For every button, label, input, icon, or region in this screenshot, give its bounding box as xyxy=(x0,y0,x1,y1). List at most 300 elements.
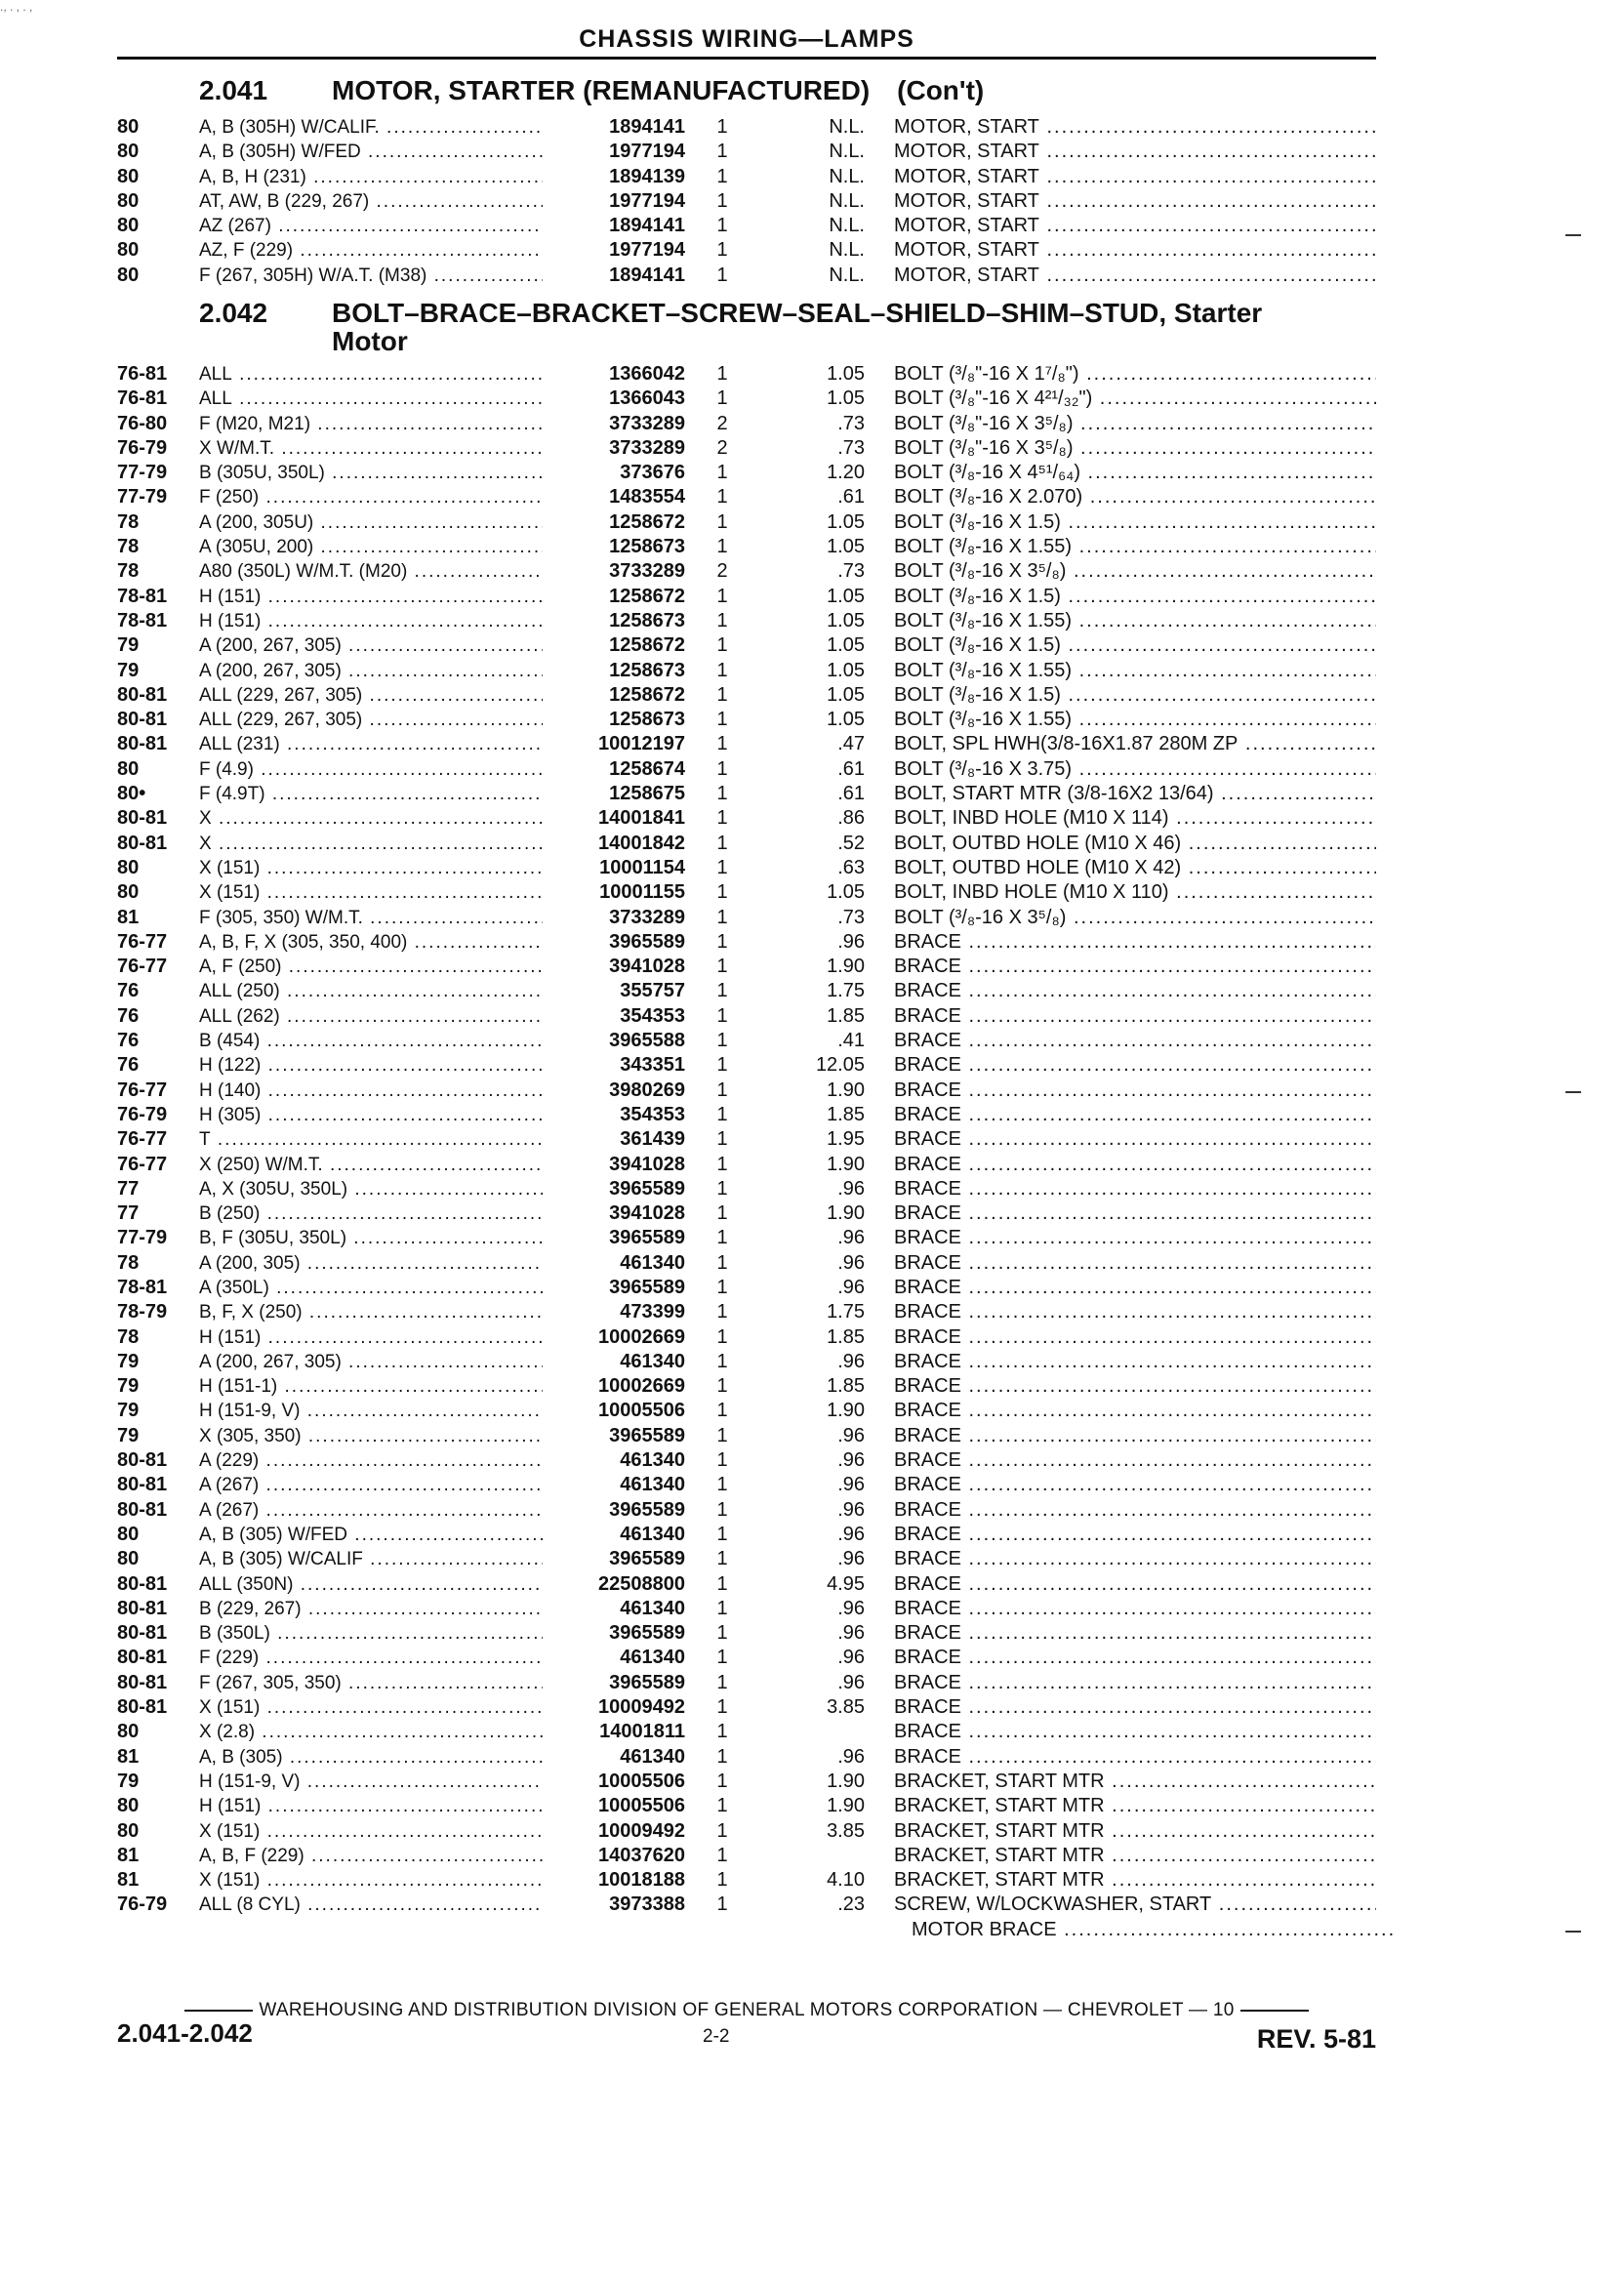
row-price: .96 xyxy=(837,1498,865,1521)
row-quantity: 1 xyxy=(716,536,728,558)
row-description: BRACE ..... xyxy=(894,1695,1376,1720)
table-row xyxy=(0,1399,1624,1423)
table-row xyxy=(0,1448,1624,1473)
row-description: BOLT (³/₈"-16 X 4²¹/₃₂") ..... xyxy=(894,387,1376,411)
row-description: MOTOR, START ..... xyxy=(894,115,1376,140)
row-quantity: 1 xyxy=(716,215,728,237)
row-price: .86 xyxy=(837,807,865,830)
row-description: BRACE ..... xyxy=(894,1127,1376,1152)
table-row xyxy=(0,387,1624,411)
row-price: .96 xyxy=(837,1350,865,1372)
row-application: A (200, 267, 305) ..... xyxy=(199,633,543,658)
table-row xyxy=(0,362,1624,387)
row-application: B (350L) ..... xyxy=(199,1621,543,1646)
row-quantity: 1 xyxy=(716,1030,728,1052)
row-year: 80-81 xyxy=(117,1671,168,1693)
row-quantity: 1 xyxy=(716,832,728,854)
row-price: 1.05 xyxy=(827,536,865,558)
row-year: 76-79 xyxy=(117,1103,168,1125)
row-application: F (229) ..... xyxy=(199,1646,543,1670)
row-year: 77-79 xyxy=(117,462,168,484)
row-part-number: 10012197 xyxy=(598,733,685,755)
row-year: 76-81 xyxy=(117,387,168,410)
row-application: B (454) ..... xyxy=(199,1029,543,1053)
row-year: 80-81 xyxy=(117,709,168,731)
row-year: 80 xyxy=(117,1721,140,1743)
table-row xyxy=(0,1523,1624,1547)
row-quantity: 1 xyxy=(716,709,728,731)
table-row xyxy=(0,832,1624,856)
row-part-number: 3965589 xyxy=(609,1227,685,1249)
table-row xyxy=(0,609,1624,633)
row-part-number: 3965589 xyxy=(609,1276,685,1298)
row-application: X (151) ..... xyxy=(199,856,543,880)
section-continued-note: (Con't) xyxy=(897,75,985,105)
row-part-number: 461340 xyxy=(620,1350,685,1372)
table-row xyxy=(0,683,1624,708)
row-part-number: 1258674 xyxy=(609,757,685,780)
row-price: 1.05 xyxy=(827,363,865,385)
row-year: 81 xyxy=(117,1745,140,1768)
row-application: A (267) ..... xyxy=(199,1473,543,1497)
row-quantity: 1 xyxy=(716,1671,728,1693)
row-price: .96 xyxy=(837,930,865,953)
row-description: BOLT, INBD HOLE (M10 X 114) ..... xyxy=(894,806,1376,831)
row-quantity: 1 xyxy=(716,906,728,928)
row-description: BOLT (³/₈-16 X 1.5) ..... xyxy=(894,683,1376,708)
table-row xyxy=(0,708,1624,732)
table-row xyxy=(0,1127,1624,1152)
row-part-number: 461340 xyxy=(620,1523,685,1545)
row-part-number: 3941028 xyxy=(609,1153,685,1175)
row-quantity: 1 xyxy=(716,1548,728,1570)
row-description: BOLT (³/₈-16 X 1.55) ..... xyxy=(894,708,1376,732)
row-description: BRACE ..... xyxy=(894,1720,1376,1744)
row-description: BRACE ..... xyxy=(894,1424,1376,1448)
row-year: 80 xyxy=(117,116,140,138)
row-application: ALL (350N) ..... xyxy=(199,1572,543,1597)
row-year: 78-79 xyxy=(117,1301,168,1323)
footer-revision: REV. 5-81 xyxy=(1256,2024,1376,2054)
row-quantity: 1 xyxy=(716,1819,728,1842)
row-application: H (151) ..... xyxy=(199,609,543,633)
row-description: BRACE ..... xyxy=(894,1177,1376,1201)
row-application: H (305) ..... xyxy=(199,1103,543,1127)
footer-section-range: 2.041-2.042 xyxy=(117,2018,253,2048)
row-price: 1.90 xyxy=(827,1770,865,1792)
row-application: X (151) ..... xyxy=(199,1868,543,1893)
row-quantity: 1 xyxy=(716,1721,728,1743)
row-description: SCREW, W/LOCKWASHER, START ..... xyxy=(894,1893,1376,1917)
table-row xyxy=(0,1621,1624,1646)
row-price: .96 xyxy=(837,1227,865,1249)
table-row xyxy=(0,115,1624,140)
row-year: 80 xyxy=(117,1548,140,1570)
row-part-number: 461340 xyxy=(620,1597,685,1619)
row-description: BRACE ..... xyxy=(894,1399,1376,1423)
table-row xyxy=(0,979,1624,1003)
row-description: MOTOR, START ..... xyxy=(894,238,1376,263)
row-price: 12.05 xyxy=(815,1054,865,1077)
table-row xyxy=(0,1201,1624,1226)
row-quantity: 2 xyxy=(716,436,728,459)
row-price: N.L. xyxy=(829,189,865,212)
row-year: 76-81 xyxy=(117,363,168,385)
row-application: F (250) ..... xyxy=(199,485,543,509)
row-application: B (250) ..... xyxy=(199,1201,543,1226)
row-description: BOLT, START MTR (3/8-16X2 13/64) ..... xyxy=(894,782,1376,806)
row-year: 79 xyxy=(117,1770,140,1792)
row-price: .96 xyxy=(837,1424,865,1446)
table-row xyxy=(0,214,1624,238)
row-application: ALL ..... xyxy=(199,362,543,387)
row-application: AZ, F (229) ..... xyxy=(199,238,543,263)
row-part-number: 1894141 xyxy=(609,215,685,237)
row-price: .96 xyxy=(837,1548,865,1570)
row-year: 76 xyxy=(117,1054,140,1077)
row-application: F (305, 350) W/M.T. ..... xyxy=(199,906,543,930)
row-application: X ..... xyxy=(199,832,543,856)
row-description: BRACKET, START MTR ..... xyxy=(894,1868,1376,1893)
row-description: BRACE ..... xyxy=(894,1671,1376,1695)
table-row xyxy=(0,1498,1624,1523)
section-title-2042 xyxy=(199,299,1380,355)
row-description: BOLT (³/₈-16 X 4⁵¹/₆₄) ..... xyxy=(894,461,1376,485)
row-quantity: 1 xyxy=(716,1770,728,1792)
row-quantity: 1 xyxy=(716,881,728,904)
section-2042-table xyxy=(0,362,1624,1942)
row-year: 76-77 xyxy=(117,930,168,953)
row-year: 80-81 xyxy=(117,832,168,854)
row-quantity: 1 xyxy=(716,1795,728,1817)
row-price: 1.05 xyxy=(827,709,865,731)
table-row xyxy=(0,930,1624,955)
row-price: 1.90 xyxy=(827,1202,865,1225)
row-year: 77-79 xyxy=(117,486,168,509)
row-year: 80 xyxy=(117,189,140,212)
table-row xyxy=(0,1695,1624,1720)
row-application: ALL (250) ..... xyxy=(199,979,543,1003)
section-name: BOLT–BRACE–BRACKET–SCREW–SEAL–SHIELD–SHIM–STUD, Starter xyxy=(332,298,1263,328)
row-part-number: 1483554 xyxy=(609,486,685,509)
row-price: N.L. xyxy=(829,141,865,163)
row-application: A, B, F, X (305, 350, 400) ..... xyxy=(199,930,543,955)
row-part-number: 10009492 xyxy=(598,1696,685,1719)
row-description: BRACE ..... xyxy=(894,1498,1376,1523)
row-quantity: 1 xyxy=(716,1869,728,1892)
table-row xyxy=(0,1004,1624,1029)
row-year: 76-80 xyxy=(117,412,168,434)
row-year: 78 xyxy=(117,560,140,583)
row-quantity: 1 xyxy=(716,1597,728,1619)
row-application: H (151) ..... xyxy=(199,1325,543,1350)
row-year: 80-81 xyxy=(117,807,168,830)
row-price: .61 xyxy=(837,486,865,509)
row-price: 1.05 xyxy=(827,510,865,533)
table-row xyxy=(0,1226,1624,1250)
table-row xyxy=(0,1720,1624,1744)
row-part-number: 1977194 xyxy=(609,239,685,262)
row-quantity: 1 xyxy=(716,116,728,138)
table-row xyxy=(0,1053,1624,1078)
table-row xyxy=(0,906,1624,930)
row-part-number: 1258675 xyxy=(609,783,685,805)
row-year: 77-79 xyxy=(117,1227,168,1249)
footer-page-number: 2-2 xyxy=(703,2026,730,2047)
row-quantity: 1 xyxy=(716,1400,728,1422)
row-price: .96 xyxy=(837,1671,865,1693)
table-row xyxy=(0,510,1624,535)
row-price: .96 xyxy=(837,1622,865,1645)
row-part-number: 343351 xyxy=(620,1054,685,1077)
row-quantity: 1 xyxy=(716,1893,728,1916)
table-row xyxy=(0,559,1624,584)
row-description: BRACE ..... xyxy=(894,930,1376,955)
row-description: BRACE ..... xyxy=(894,1621,1376,1646)
row-description: BRACE ..... xyxy=(894,1374,1376,1399)
row-application: AT, AW, B (229, 267) ..... xyxy=(199,189,543,214)
row-quantity: 1 xyxy=(716,141,728,163)
row-part-number: 10002669 xyxy=(598,1375,685,1398)
row-application: ALL ..... xyxy=(199,387,543,411)
row-price: 1.85 xyxy=(827,1325,865,1348)
row-description: BRACKET, START MTR ..... xyxy=(894,1794,1376,1818)
row-part-number: 3965589 xyxy=(609,1671,685,1693)
scan-corner-mark: ., . , . , xyxy=(0,0,33,14)
row-description: BRACE ..... xyxy=(894,1276,1376,1300)
row-quantity: 1 xyxy=(716,1325,728,1348)
table-row xyxy=(0,1300,1624,1324)
row-quantity: 1 xyxy=(716,1227,728,1249)
row-part-number: 10018188 xyxy=(598,1869,685,1892)
row-quantity: 1 xyxy=(716,1276,728,1298)
row-part-number: 3965589 xyxy=(609,1177,685,1200)
row-quantity: 1 xyxy=(716,363,728,385)
row-quantity: 1 xyxy=(716,1004,728,1027)
row-description: BRACE ..... xyxy=(894,1004,1376,1029)
row-quantity: 1 xyxy=(716,1844,728,1866)
row-description: MOTOR, START ..... xyxy=(894,189,1376,214)
row-description: BOLT, SPL HWH(3/8-16X1.87 280M ZP ..... xyxy=(894,732,1376,756)
row-description: BRACE ..... xyxy=(894,1153,1376,1177)
row-application: X W/M.T. ..... xyxy=(199,436,543,461)
row-application: A, B (305) W/CALIF ..... xyxy=(199,1547,543,1571)
row-quantity: 1 xyxy=(716,1474,728,1496)
row-part-number: 461340 xyxy=(620,1745,685,1768)
row-application: F (4.9) ..... xyxy=(199,757,543,782)
row-application: A (200, 305U) ..... xyxy=(199,510,543,535)
row-quantity: 1 xyxy=(716,930,728,953)
row-application: F (267, 305H) W/A.T. (M38) ..... xyxy=(199,264,543,288)
row-year: 77 xyxy=(117,1177,140,1200)
row-price: N.L. xyxy=(829,165,865,187)
row-application: A (305U, 200) ..... xyxy=(199,535,543,559)
row-quantity: 1 xyxy=(716,585,728,607)
row-part-number: 10005506 xyxy=(598,1400,685,1422)
row-price: .96 xyxy=(837,1647,865,1669)
row-year: 80-81 xyxy=(117,1647,168,1669)
row-part-number: 10001155 xyxy=(599,881,685,904)
row-price: 3.85 xyxy=(827,1819,865,1842)
row-price: .96 xyxy=(837,1745,865,1768)
row-description: BOLT (³/₈-16 X 1.55) ..... xyxy=(894,535,1376,559)
table-row xyxy=(0,412,1624,436)
row-year: 80 xyxy=(117,757,140,780)
table-row xyxy=(0,1424,1624,1448)
row-quantity: 1 xyxy=(716,510,728,533)
row-price: .96 xyxy=(837,1251,865,1274)
row-year: 80 xyxy=(117,1795,140,1817)
footer-rule xyxy=(184,2010,253,2012)
row-application: T ..... xyxy=(199,1127,543,1152)
row-description: BRACE ..... xyxy=(894,1745,1376,1770)
row-part-number: 1977194 xyxy=(609,141,685,163)
table-row xyxy=(0,1572,1624,1597)
row-application: A, B (305H) W/CALIF. ..... xyxy=(199,115,543,140)
header-rule xyxy=(117,57,1376,60)
row-price: .96 xyxy=(837,1523,865,1545)
table-row xyxy=(0,140,1624,164)
row-part-number: 461340 xyxy=(620,1474,685,1496)
row-description: MOTOR, START ..... xyxy=(894,140,1376,164)
row-price: .96 xyxy=(837,1474,865,1496)
row-quantity: 1 xyxy=(716,486,728,509)
row-application: X ..... xyxy=(199,806,543,831)
row-quantity: 1 xyxy=(716,634,728,657)
row-price: 1.90 xyxy=(827,1079,865,1101)
row-year: 76 xyxy=(117,980,140,1002)
row-description: BRACE ..... xyxy=(894,1103,1376,1127)
table-row xyxy=(0,535,1624,559)
row-application: B, F (305U, 350L) ..... xyxy=(199,1226,543,1250)
row-part-number: 1977194 xyxy=(609,189,685,212)
row-description: BOLT (³/₈-16 X 3⁵/₈) ..... xyxy=(894,906,1376,930)
row-price: 1.05 xyxy=(827,683,865,706)
row-application: A, B (305) W/FED ..... xyxy=(199,1523,543,1547)
row-price: 1.75 xyxy=(827,980,865,1002)
row-application: ALL (231) ..... xyxy=(199,732,543,756)
row-application: ALL (229, 267, 305) ..... xyxy=(199,683,543,708)
table-row xyxy=(0,238,1624,263)
row-description: BOLT (³/₈"-16 X 3⁵/₈) ..... xyxy=(894,412,1376,436)
row-year: 78 xyxy=(117,510,140,533)
row-description: BOLT (³/₈-16 X 1.5) ..... xyxy=(894,585,1376,609)
row-year: 80-81 xyxy=(117,1449,168,1472)
row-application: ALL (262) ..... xyxy=(199,1004,543,1029)
row-quantity: 2 xyxy=(716,560,728,583)
row-part-number: 354353 xyxy=(620,1004,685,1027)
row-year: 80-81 xyxy=(117,1696,168,1719)
row-year: 80 xyxy=(117,239,140,262)
row-part-number: 10001154 xyxy=(599,856,685,878)
row-part-number: 1258672 xyxy=(609,683,685,706)
row-year: 76 xyxy=(117,1004,140,1027)
row-description: BOLT (³/₈-16 X 1.5) ..... xyxy=(894,633,1376,658)
table-row xyxy=(0,880,1624,905)
row-price: .61 xyxy=(837,783,865,805)
row-part-number: 473399 xyxy=(620,1301,685,1323)
row-year: 78-81 xyxy=(117,1276,168,1298)
row-application: X (151) ..... xyxy=(199,880,543,905)
row-price: 1.90 xyxy=(827,1400,865,1422)
row-year: 76 xyxy=(117,1030,140,1052)
row-part-number: 3973388 xyxy=(609,1893,685,1916)
row-part-number: 14001842 xyxy=(598,832,685,854)
table-row xyxy=(0,1597,1624,1621)
row-quantity: 1 xyxy=(716,1523,728,1545)
row-price: 1.75 xyxy=(827,1301,865,1323)
row-application: A, B, H (231) ..... xyxy=(199,165,543,189)
row-year: 80 xyxy=(117,1523,140,1545)
row-part-number: 14037620 xyxy=(598,1844,685,1866)
row-price: .96 xyxy=(837,1449,865,1472)
table-row xyxy=(0,1770,1624,1794)
row-description: BRACE ..... xyxy=(894,1300,1376,1324)
row-application: A, B (305) ..... xyxy=(199,1745,543,1770)
row-price: .41 xyxy=(837,1030,865,1052)
row-part-number: 10005506 xyxy=(598,1770,685,1792)
table-row xyxy=(0,1844,1624,1868)
row-application: H (151-1) ..... xyxy=(199,1374,543,1399)
row-part-number: 3965589 xyxy=(609,1622,685,1645)
margin-tick xyxy=(1565,1091,1581,1093)
row-description: BOLT (³/₈-16 X 3⁵/₈) ..... xyxy=(894,559,1376,584)
row-part-number: 3941028 xyxy=(609,956,685,978)
row-price: .96 xyxy=(837,1276,865,1298)
row-quantity: 1 xyxy=(716,609,728,631)
row-description: MOTOR, START ..... xyxy=(894,214,1376,238)
row-year: 80-81 xyxy=(117,683,168,706)
table-row xyxy=(0,485,1624,509)
row-quantity: 2 xyxy=(716,412,728,434)
row-application: H (151-9, V) ..... xyxy=(199,1399,543,1423)
row-quantity: 1 xyxy=(716,1572,728,1595)
row-part-number: 1258672 xyxy=(609,585,685,607)
row-price: 1.95 xyxy=(827,1128,865,1151)
row-year: 79 xyxy=(117,634,140,657)
row-quantity: 1 xyxy=(716,1745,728,1768)
row-quantity: 1 xyxy=(716,1622,728,1645)
row-description: MOTOR, START ..... xyxy=(894,264,1376,288)
row-price: N.L. xyxy=(829,215,865,237)
row-price: N.L. xyxy=(829,264,865,286)
row-application: F (4.9T) ..... xyxy=(199,782,543,806)
row-application: ALL (8 CYL) ..... xyxy=(199,1893,543,1917)
table-row xyxy=(0,1325,1624,1350)
row-part-number: 461340 xyxy=(620,1251,685,1274)
row-description: MOTOR, START ..... xyxy=(894,165,1376,189)
row-year: 76-79 xyxy=(117,1893,168,1916)
row-application: A (200, 305) ..... xyxy=(199,1251,543,1276)
row-quantity: 1 xyxy=(716,757,728,780)
row-year: 80 xyxy=(117,264,140,286)
row-price: .23 xyxy=(837,1893,865,1916)
row-application: B (229, 267) ..... xyxy=(199,1597,543,1621)
row-price: N.L. xyxy=(829,116,865,138)
row-year: 79 xyxy=(117,1400,140,1422)
row-quantity: 1 xyxy=(716,462,728,484)
row-part-number: 10002669 xyxy=(598,1325,685,1348)
row-quantity: 1 xyxy=(716,1177,728,1200)
row-part-number: 461340 xyxy=(620,1449,685,1472)
table-row xyxy=(0,1819,1624,1844)
row-application: H (151) ..... xyxy=(199,585,543,609)
row-year: 78 xyxy=(117,1325,140,1348)
margin-tick xyxy=(1565,1931,1581,1933)
row-part-number: 1894141 xyxy=(609,116,685,138)
row-application: X (250) W/M.T. ..... xyxy=(199,1153,543,1177)
row-application: A, X (305U, 350L) ..... xyxy=(199,1177,543,1201)
